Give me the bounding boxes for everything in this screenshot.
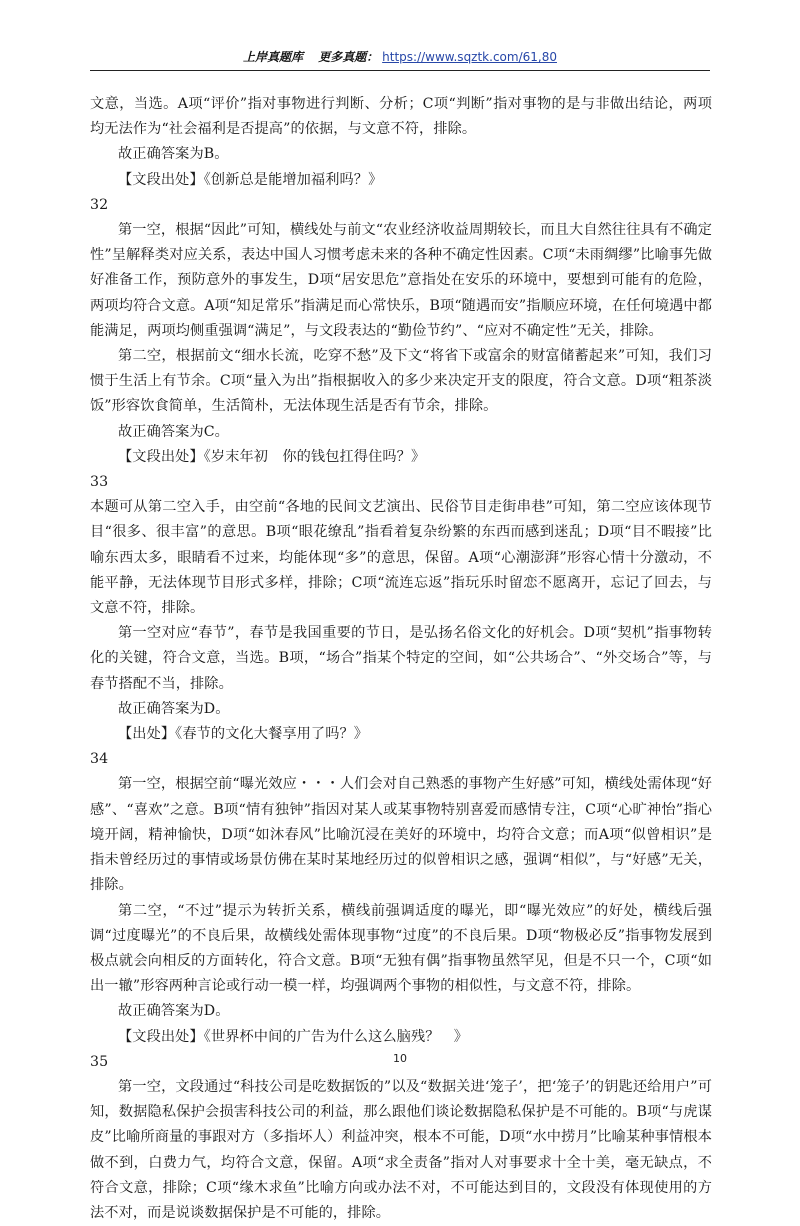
paragraph: 文意，当选。A项“评价”指对事物进行判断、分析；C项“判断”指对事物的是与非做出结论，两项均无法作为“社会福利是否提高”的依据，与文意不符，排除。 xyxy=(90,96,712,138)
paragraph: 故正确答案为B。 xyxy=(118,146,229,163)
paragraph: 【文段出处】《创新总是能增加福利吗？》 xyxy=(118,171,383,188)
paragraph: 故正确答案为C。 xyxy=(118,423,229,440)
question-number: 34 xyxy=(90,751,109,768)
paragraph: 第一空，根据“因此”可知，横线处与前文“农业经济收益周期较长，而且大自然往往具有不确定性”呈解释类对应关系，表达中国人习惯考虑未来的各种不确定性因素。C项“未雨绸缪”比喻事先做好准备工作，预防意外的事发生，D项“居安思危”意指处在安乐的环境中，要想到可能有的危险，两项均符合文意。A项“知足常乐”指满足而心常快乐，B项“随遇而安”指顺应环境，在任何境遇中都能满足，两项均侧重强调“满足”，与文段表达的“勤俭节约”、“应对不确定性”无关，排除。 xyxy=(90,222,712,339)
paragraph: 本题可从第二空入手，由空前“各地的民间文艺演出、民俗节目走街串巷”可知，第二空应该体现节目“很多、很丰富”的意思。B项“眼花缭乱”指看着复杂纷繁的东西而感到迷乱；D项“目不暇接”比喻东西太多，眼睛看不过来，均能体现“多”的意思，保留。A项“心潮澎湃”形容心情十分激动，不能平静，无法体现节目形式多样，排除；C项“流连忘返”指玩乐时留恋不愿离开，忘记了回去，与文意不符，排除。 xyxy=(90,499,712,617)
paragraph: 【文段出处】《世界杯中间的广告为什么这么脑残？ 》 xyxy=(118,1028,469,1045)
paragraph: 故正确答案为D。 xyxy=(118,1003,230,1020)
paragraph: 【出处】《春节的文化大餐享用了吗？》 xyxy=(118,726,369,743)
paragraph: 【文段出处】《岁末年初 你的钱包扛得住吗？》 xyxy=(118,448,426,465)
paragraph: 第二空，根据前文“细水长流，吃穿不愁”及下文“将省下或富余的财富储蓄起来”可知，我们习惯于生活上有节余。C项“量入为出”指根据收入的多少来决定开支的限度，符合文意。D项“粗茶淡饭”形容饮食简单，生活简朴，无法体现生活是否有节余，排除。 xyxy=(90,348,712,415)
page-header xyxy=(90,44,710,71)
paragraph: 第二空，“不过”提示为转折关系，横线前强调适度的曝光，即“曝光效应”的好处，横线后强调“过度曝光”的不良后果，故横线处需体现事物“过度”的不良后果。D项“物极必反”指事物发展到极点就会向相反的方面转化，符合文意。B项“无独有偶”指事物虽然罕见，但是不只一个，C项“如出一辙”形容两种言论或行动一模一样，均强调两个事物的相似性，与文意不符，排除。 xyxy=(90,902,712,995)
paragraph: 故正确答案为D。 xyxy=(118,700,230,717)
question-number: 33 xyxy=(90,474,109,491)
paragraph: 第一空对应“春节”，春节是我国重要的节日，是弘扬名俗文化的好机会。D项“契机”指事物转化的关键，符合文意，当选。B项，“场合”指某个特定的空间，如“公共场合”、“外交场合”等，与春节搭配不当，排除。 xyxy=(90,625,712,692)
header-brand: 上岸真题库 xyxy=(243,50,304,64)
question-number: 32 xyxy=(90,196,109,213)
header-prefix: 更多真题： xyxy=(318,50,379,64)
paragraph: 第一空，文段通过“科技公司是吃数据饭的”以及“数据关进‘笼子’，把‘笼子’的钥匙还给用户”可知，数据隐私保护会损害科技公司的利益，那么跟他们谈论数据隐私保护是不可能的。B项“与虎谋皮”比喻所商量的事跟对方（多指坏人）利益冲突，根本不可能，D项“水中捞月”比喻某种事情根本做不到，白费力气，均符合文意，保留。A项“求全责备”指对人对事要求十全十美，毫无缺点，不符合文意，排除；C项“缘木求鱼”比喻方向或办法不对，不可能达到目的，文段没有体现使用的方法不对，而是说谈数据保护是不可能的，排除。 xyxy=(90,1078,712,1221)
paragraph: 第一空，根据空前“曝光效应・・・人们会对自己熟悉的事物产生好感”可知，横线处需体现“好感”、“喜欢”之意。B项“情有独钟”指因对某人或某事物特别喜爱而感情专注，C项“心旷神怡”指心境开阔，精神愉快，D项“如沐春风”比喻沉浸在美好的环境中，均符合文意；而A项“似曾相识”是指未曾经历过的事情或场景仿佛在某时某地经历过的似曾相识之感，强调“相似”，与“好感”无关，排除。 xyxy=(90,776,712,894)
question-number: 35 xyxy=(90,1053,109,1070)
page-number: 10 xyxy=(393,1052,407,1065)
header-link[interactable]: https://www.sqztk.com/61,80 xyxy=(382,50,557,64)
